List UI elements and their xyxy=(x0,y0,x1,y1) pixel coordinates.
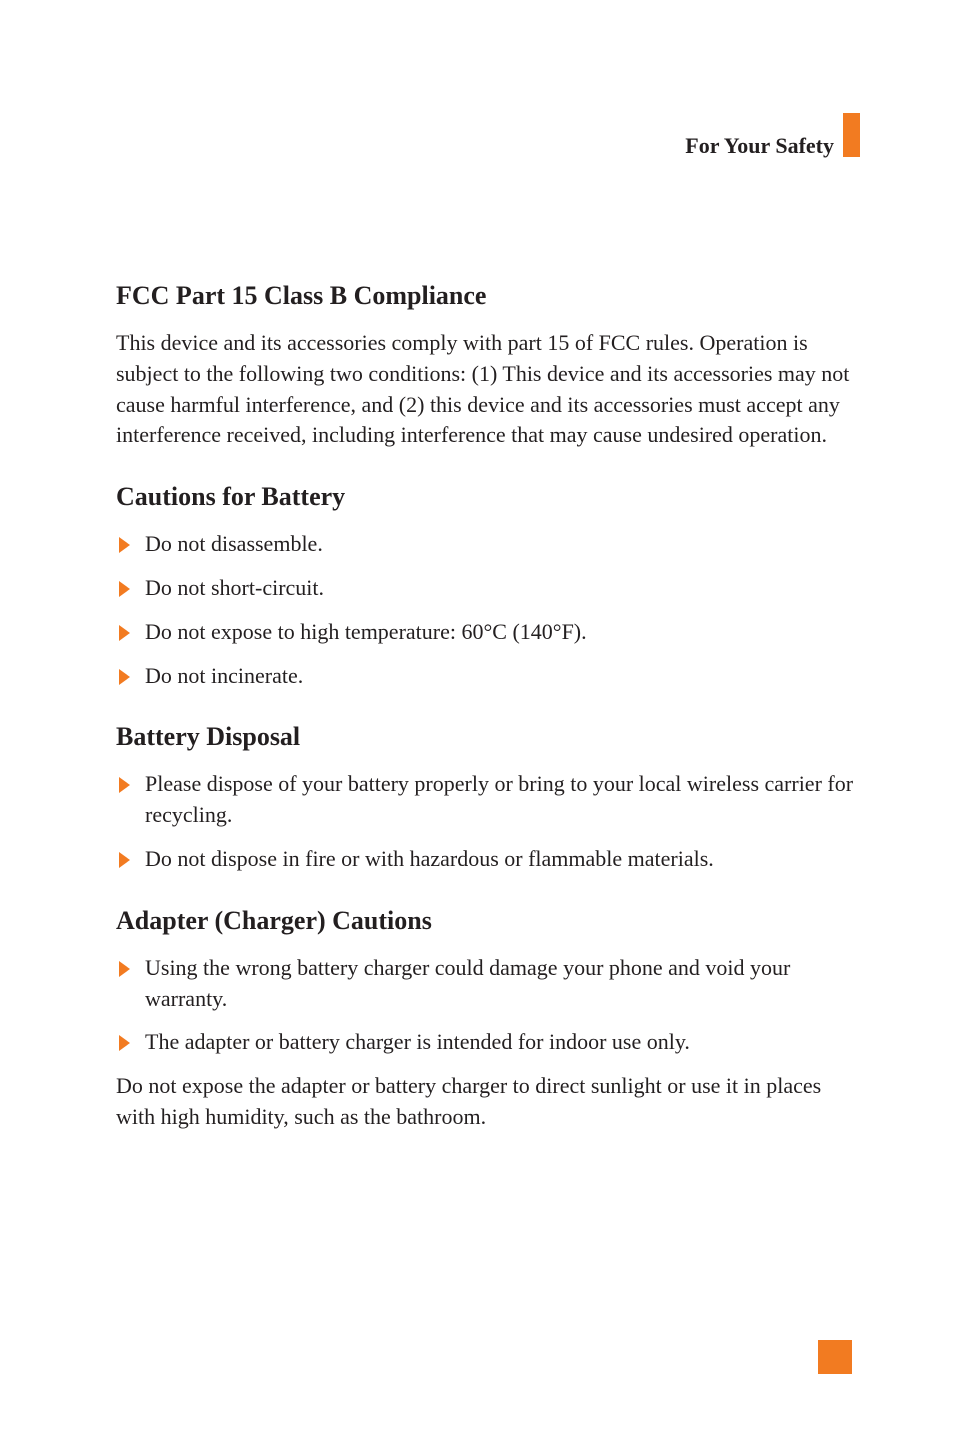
list-item-text: Do not disassemble. xyxy=(145,531,323,557)
right-triangle-icon xyxy=(119,669,130,685)
list-item-text: The adapter or battery charger is intended for indoor use only. xyxy=(145,1029,690,1055)
list-item-text: Please dispose of your battery properly or bring to your local wireless carrier for recycling. xyxy=(145,771,854,828)
right-triangle-icon xyxy=(119,581,130,597)
battery-disposal-section xyxy=(116,719,856,874)
page-corner-marker xyxy=(818,1340,852,1374)
adapter-cautions-heading: Adapter (Charger) Cautions xyxy=(116,905,432,935)
battery-cautions-list xyxy=(116,529,856,691)
list-item xyxy=(116,844,856,875)
list-item-text: Do not short-circuit. xyxy=(145,574,325,600)
right-triangle-icon xyxy=(119,625,130,641)
right-triangle-icon xyxy=(119,777,130,793)
fcc-heading: FCC Part 15 Class B Compliance xyxy=(116,281,487,310)
page-header-label: For Your Safety xyxy=(685,133,834,158)
right-triangle-icon xyxy=(119,1035,130,1051)
right-triangle-icon xyxy=(119,852,130,868)
right-triangle-icon xyxy=(119,537,130,553)
list-item xyxy=(116,953,856,1015)
list-item-text: Do not dispose in fire or with hazardous or flammable materials. xyxy=(145,845,714,871)
adapter-cautions-section xyxy=(116,903,856,1133)
battery-cautions-heading: Cautions for Battery xyxy=(116,482,346,512)
fcc-body: This device and its accessories comply with part 15 of FCC rules. Operation is subject to the following two conditions: (1) This device and its accessories may not cause harmful interference, and (2) this device and its accessories must accept any interference received, including interference that may cause undesired operation. xyxy=(116,330,850,448)
list-item xyxy=(116,769,856,831)
list-item-text: Do not expose to high temperature: 60°C (140°F). xyxy=(145,618,587,644)
adapter-cautions-note: Do not expose the adapter or battery charger to direct sunlight or use it in places with high humidity, such as the bathroom. xyxy=(116,1073,822,1129)
battery-disposal-list xyxy=(116,769,856,874)
list-item xyxy=(116,573,856,604)
page-content xyxy=(116,278,856,1161)
list-item xyxy=(116,1027,856,1058)
list-item-text: Do not incinerate. xyxy=(145,662,304,688)
adapter-cautions-list xyxy=(116,953,856,1058)
list-item xyxy=(116,617,856,648)
list-item xyxy=(116,529,856,560)
fcc-section xyxy=(116,278,856,451)
list-item-text: Using the wrong battery charger could damage your phone and void your warranty. xyxy=(145,954,791,1011)
right-triangle-icon xyxy=(119,961,130,977)
header-tab-marker xyxy=(843,113,860,157)
battery-cautions-section xyxy=(116,479,856,691)
battery-disposal-heading: Battery Disposal xyxy=(116,722,301,752)
list-item xyxy=(116,661,856,692)
